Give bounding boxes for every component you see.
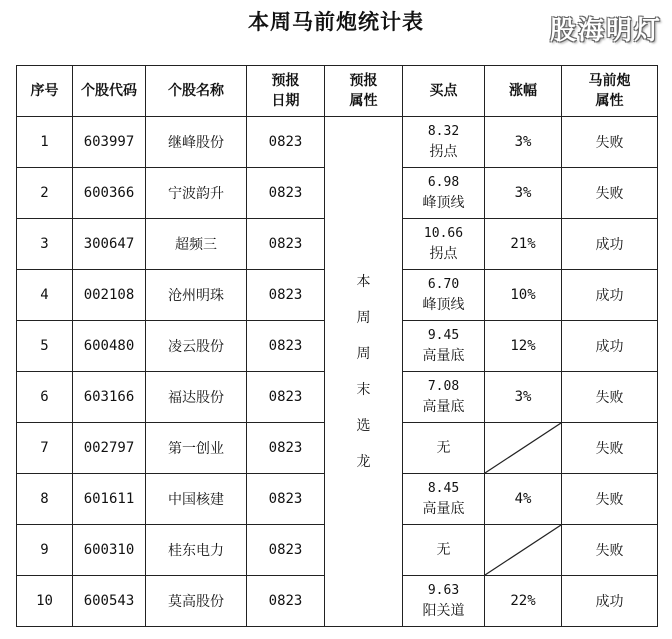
gain-percent: 22% <box>485 576 562 627</box>
stock-code: 002797 <box>73 423 146 474</box>
row-index: 6 <box>17 372 73 423</box>
buy-price: 8.32 <box>427 124 460 139</box>
stock-name: 继峰股份 <box>146 117 247 168</box>
stock-code: 600310 <box>73 525 146 576</box>
watermark-logo: 股海明灯 <box>549 16 662 46</box>
buy-price: 7.08 <box>427 379 460 394</box>
forecast-date: 0823 <box>247 474 325 525</box>
table-row <box>17 117 658 168</box>
stock-name: 中国核建 <box>146 474 247 525</box>
buy-type: 峰顶线 <box>422 297 465 313</box>
result-status: 失败 <box>562 423 658 474</box>
buy-type: 无 <box>436 542 451 558</box>
page-title: 本周马前炮统计表 <box>248 9 424 34</box>
column-header: 买点 <box>403 66 485 117</box>
column-header: 个股名称 <box>146 66 247 117</box>
row-index: 4 <box>17 270 73 321</box>
gain-percent: 3% <box>485 168 562 219</box>
buy-point <box>403 219 485 270</box>
stock-code: 601611 <box>73 474 146 525</box>
buy-point <box>403 474 485 525</box>
column-header: 涨幅 <box>485 66 562 117</box>
buy-point <box>403 270 485 321</box>
forecast-date: 0823 <box>247 270 325 321</box>
diagonal-line <box>485 525 561 575</box>
stock-code: 600366 <box>73 168 146 219</box>
stock-code: 300647 <box>73 219 146 270</box>
buy-point <box>403 525 485 576</box>
buy-price: 9.63 <box>427 583 460 598</box>
result-status: 成功 <box>562 270 658 321</box>
buy-point <box>403 372 485 423</box>
row-index: 1 <box>17 117 73 168</box>
row-index: 8 <box>17 474 73 525</box>
gain-empty-slash <box>485 525 562 576</box>
stock-code: 603166 <box>73 372 146 423</box>
result-status: 成功 <box>562 321 658 372</box>
gain-empty-slash <box>485 423 562 474</box>
stock-name: 超频三 <box>146 219 247 270</box>
buy-price: 6.98 <box>427 175 460 190</box>
gain-percent: 3% <box>485 372 562 423</box>
gain-percent: 10% <box>485 270 562 321</box>
gain-percent: 4% <box>485 474 562 525</box>
column-header: 预报 日期 <box>247 66 325 117</box>
stock-name: 宁波韵升 <box>146 168 247 219</box>
table-header-row <box>17 66 658 117</box>
buy-type: 高量底 <box>422 348 465 364</box>
diagonal-line <box>485 423 561 473</box>
forecast-attribute: 本 周 周 末 选 龙 <box>325 117 403 627</box>
gain-percent: 3% <box>485 117 562 168</box>
result-status: 成功 <box>562 219 658 270</box>
buy-point <box>403 576 485 627</box>
stock-code: 600543 <box>73 576 146 627</box>
stock-code: 002108 <box>73 270 146 321</box>
stock-code: 600480 <box>73 321 146 372</box>
buy-type: 高量底 <box>422 501 465 517</box>
stock-name: 福达股份 <box>146 372 247 423</box>
column-header: 序号 <box>17 66 73 117</box>
forecast-date: 0823 <box>247 219 325 270</box>
result-status: 成功 <box>562 576 658 627</box>
forecast-date: 0823 <box>247 525 325 576</box>
row-index: 3 <box>17 219 73 270</box>
result-status: 失败 <box>562 525 658 576</box>
buy-type: 拐点 <box>429 246 458 262</box>
statistics-table <box>16 65 658 627</box>
row-index: 7 <box>17 423 73 474</box>
row-index: 9 <box>17 525 73 576</box>
stock-name: 桂东电力 <box>146 525 247 576</box>
buy-type: 拐点 <box>429 144 458 160</box>
gain-percent: 12% <box>485 321 562 372</box>
row-index: 5 <box>17 321 73 372</box>
result-status: 失败 <box>562 372 658 423</box>
buy-point <box>403 168 485 219</box>
forecast-date: 0823 <box>247 423 325 474</box>
row-index: 10 <box>17 576 73 627</box>
column-header: 马前炮 属性 <box>562 66 658 117</box>
buy-type: 阳关道 <box>422 603 465 619</box>
result-status: 失败 <box>562 117 658 168</box>
buy-point <box>403 423 485 474</box>
buy-type: 高量底 <box>422 399 465 415</box>
gain-percent: 21% <box>485 219 562 270</box>
forecast-date: 0823 <box>247 321 325 372</box>
buy-price: 10.66 <box>423 226 464 241</box>
forecast-date: 0823 <box>247 168 325 219</box>
result-status: 失败 <box>562 474 658 525</box>
forecast-date: 0823 <box>247 117 325 168</box>
stock-name: 莫高股份 <box>146 576 247 627</box>
buy-price: 8.45 <box>427 481 460 496</box>
buy-type: 无 <box>436 440 451 456</box>
buy-point <box>403 321 485 372</box>
buy-type: 峰顶线 <box>422 195 465 211</box>
table-body <box>17 117 658 627</box>
buy-price: 6.70 <box>427 277 460 292</box>
stock-name: 凌云股份 <box>146 321 247 372</box>
row-index: 2 <box>17 168 73 219</box>
stock-code: 603997 <box>73 117 146 168</box>
buy-price: 9.45 <box>427 328 460 343</box>
column-header: 个股代码 <box>73 66 146 117</box>
column-header: 预报 属性 <box>325 66 403 117</box>
stock-name: 沧州明珠 <box>146 270 247 321</box>
buy-point <box>403 117 485 168</box>
stock-name: 第一创业 <box>146 423 247 474</box>
forecast-date: 0823 <box>247 372 325 423</box>
forecast-date: 0823 <box>247 576 325 627</box>
result-status: 失败 <box>562 168 658 219</box>
